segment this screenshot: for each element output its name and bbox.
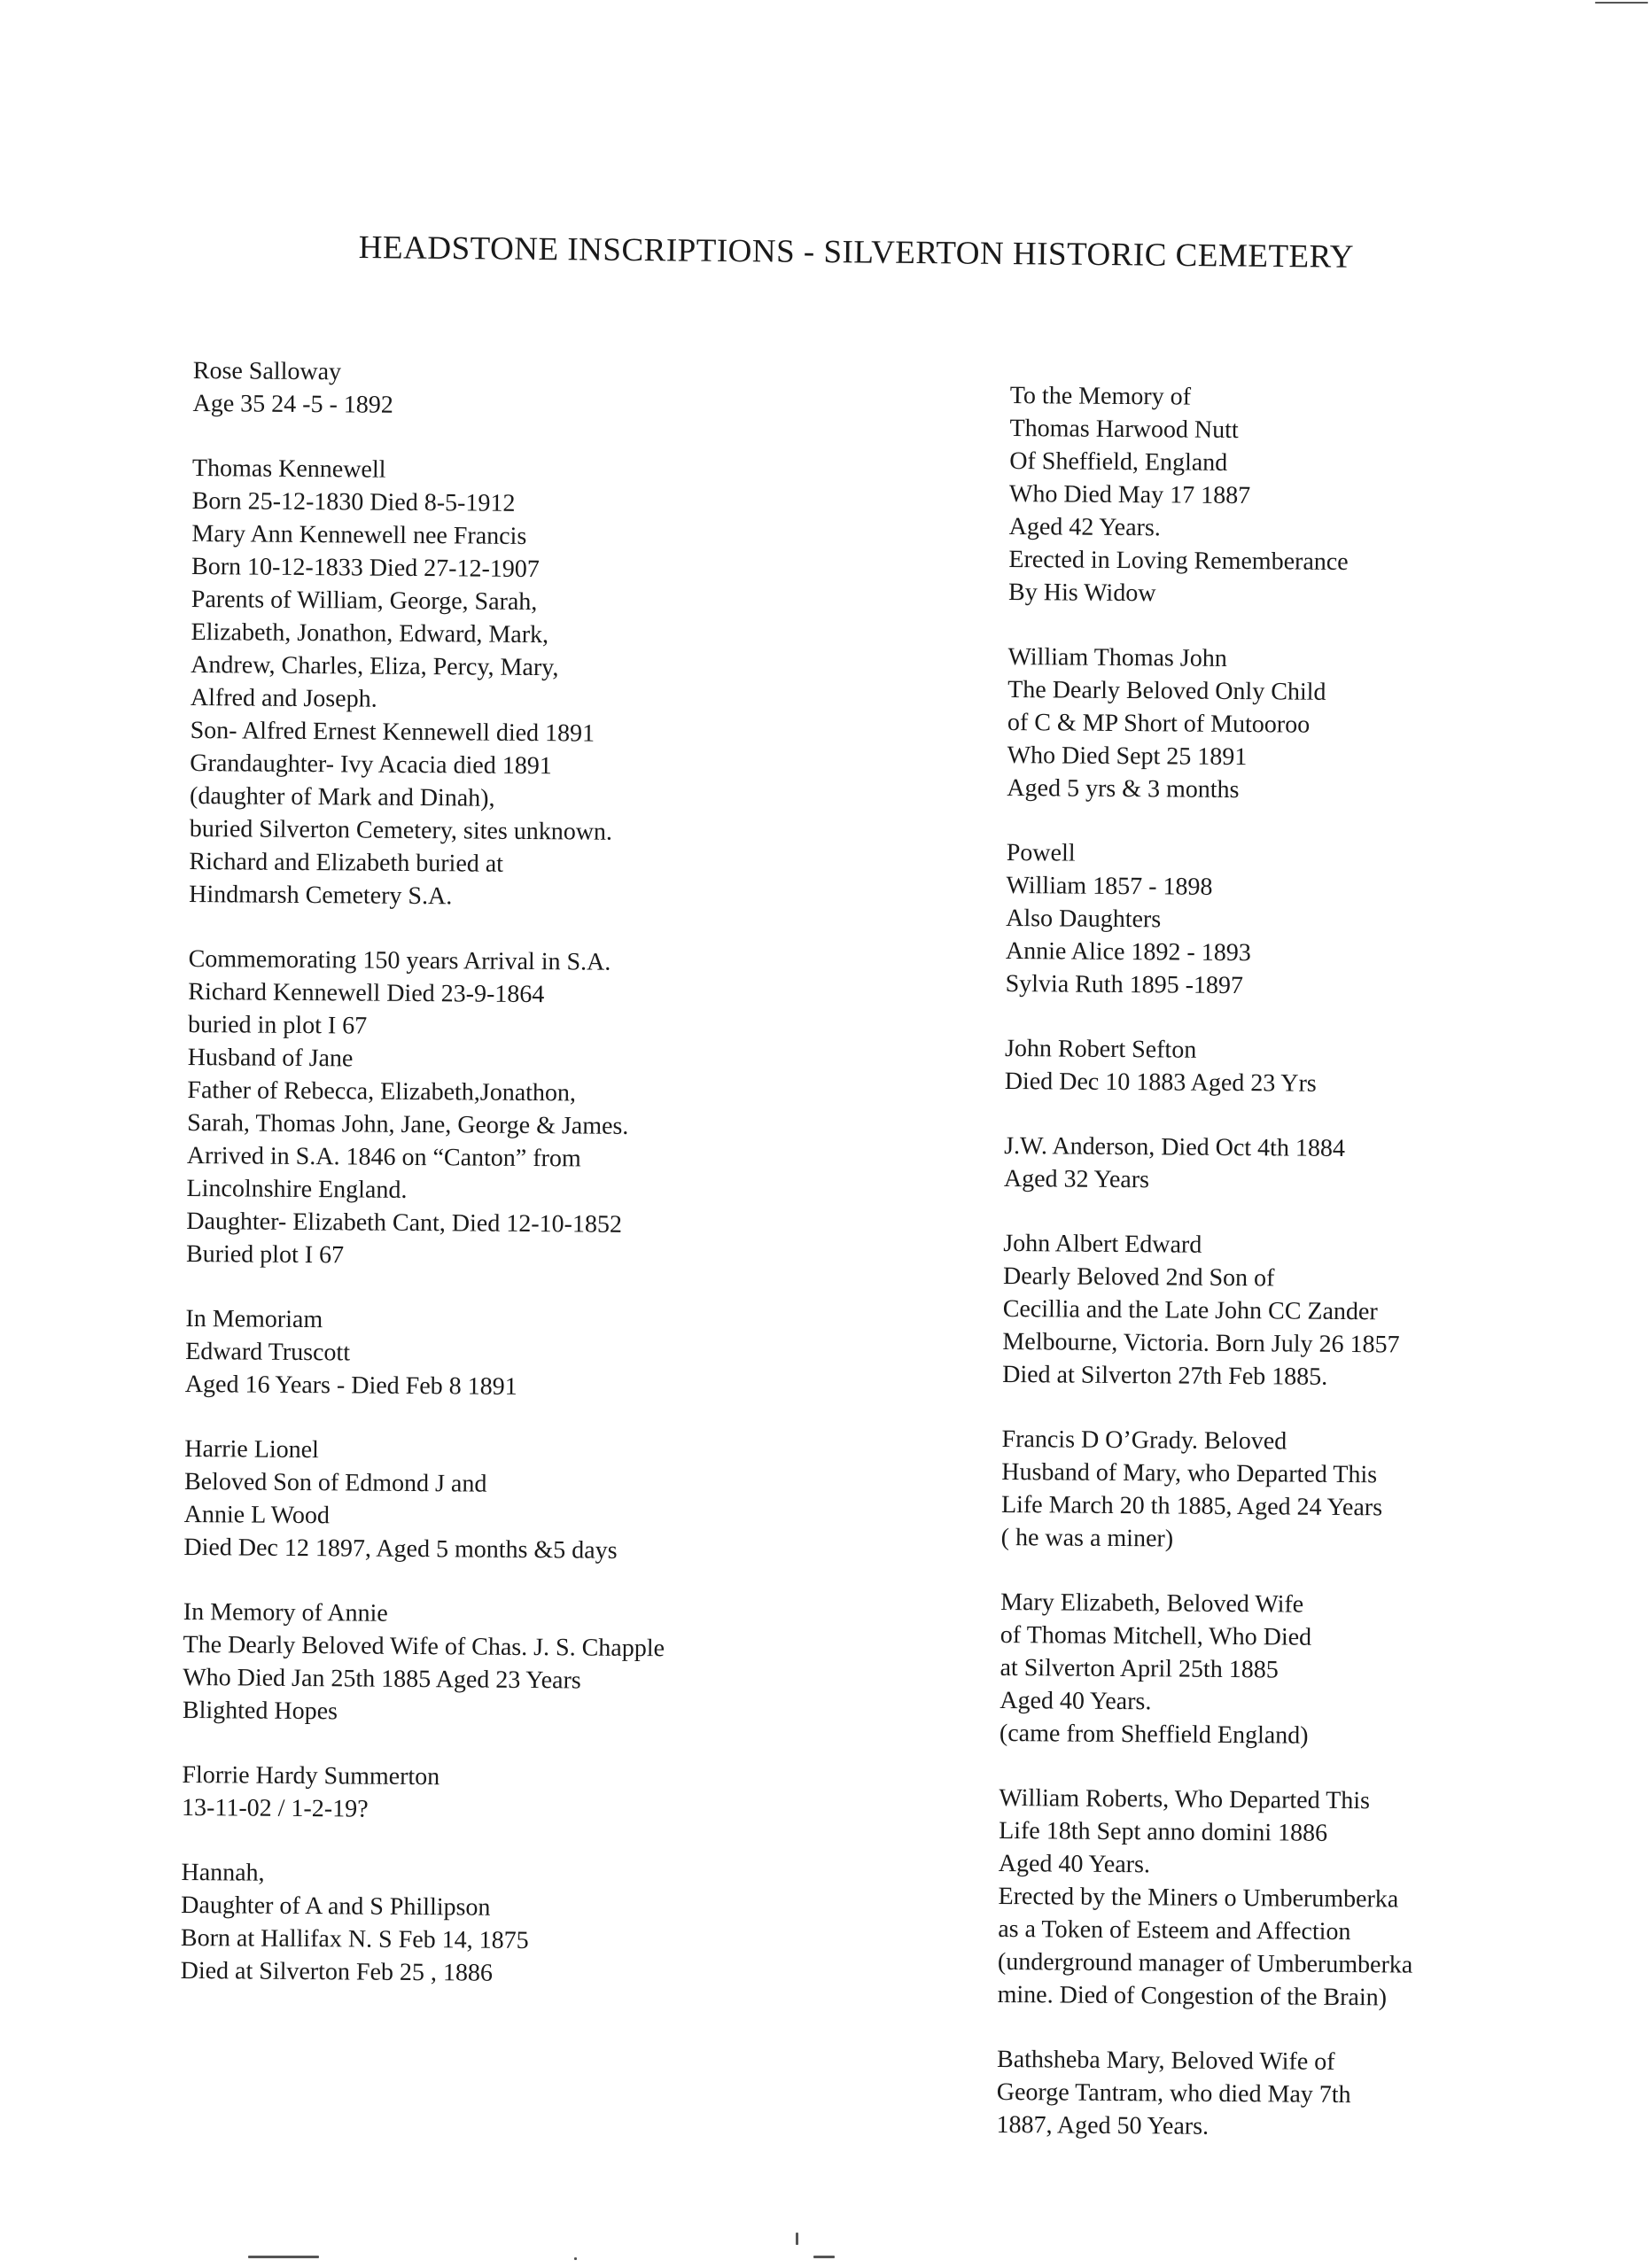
inscription-line: Thomas Harwood Nutt: [1009, 414, 1239, 445]
scan-artifact: [248, 2256, 319, 2258]
inscription-line: 13-11-02 / 1-2-19?: [181, 1793, 369, 1823]
inscription-line: Sylvia Ruth 1895 -1897: [1005, 969, 1244, 1000]
inscription-line: buried in plot I 67: [187, 1010, 368, 1040]
inscription-line: Blighted Hopes: [182, 1696, 338, 1726]
inscription-line: Aged 16 Years - Died Feb 8 1891: [184, 1370, 517, 1401]
inscription-line: Husband of Jane: [187, 1043, 354, 1073]
inscription-entry: [1001, 1423, 1569, 1558]
inscription-line: Richard and Elizabeth buried at: [189, 847, 504, 878]
inscription-line: Grandaughter- Ivy Acacia died 1891: [190, 749, 552, 781]
right-column: [996, 379, 1577, 2178]
inscription-line: Aged 5 yrs & 3 months: [1007, 773, 1240, 804]
inscription-line: Melbourne, Victoria. Born July 26 1857: [1002, 1327, 1400, 1359]
inscription-line: Father of Rebecca, Elizabeth,Jonathon,: [187, 1076, 577, 1107]
inscription-line: Francis D O’Grady. Beloved: [1001, 1425, 1287, 1456]
inscription-line: William Thomas John: [1007, 642, 1227, 672]
inscription-entry: [186, 943, 756, 1275]
inscription-line: Elizabeth, Jonathon, Edward, Mark,: [191, 617, 549, 649]
inscription-line: of C & MP Short of Mutooroo: [1007, 708, 1311, 739]
left-column: [180, 354, 760, 2023]
inscription-entry: [1005, 836, 1573, 1005]
inscription-line: In Memoriam: [185, 1304, 323, 1334]
inscription-line: Dearly Beloved 2nd Son of: [1002, 1262, 1275, 1293]
inscription-entry: [182, 1759, 750, 1829]
inscription-entry: [1000, 1586, 1567, 1754]
inscription-line: Erected by the Miners o Umberumberka: [998, 1882, 1399, 1914]
inscription-line: Aged 40 Years.: [1000, 1686, 1152, 1716]
inscription-line: J.W. Anderson, Died Oct 4th 1884: [1004, 1131, 1346, 1162]
inscription-entry: [1002, 1227, 1570, 1395]
inscription-line: Andrew, Charles, Eliza, Percy, Mary,: [191, 650, 559, 682]
inscription-line: mine. Died of Congestion of the Brain): [997, 1980, 1388, 2012]
inscription-line: Arrived in S.A. 1846 on “Canton” from: [186, 1141, 581, 1173]
page-title: HEADSTONE INSCRIPTIONS - SILVERTON HISTORIC CEMETERY: [358, 229, 1355, 276]
inscription-line: Commemorating 150 years Arrival in S.A.: [188, 944, 611, 976]
inscription-entry: [183, 1433, 751, 1568]
inscription-line: Aged 40 Years.: [998, 1849, 1151, 1879]
inscription-line: Hannah,: [181, 1858, 265, 1887]
inscription-line: Son- Alfred Ernest Kennewell died 1891: [190, 716, 595, 748]
inscription-line: Died at Silverton 27th Feb 1885.: [1002, 1360, 1328, 1391]
inscription-line: Aged 32 Years: [1003, 1164, 1150, 1194]
inscription-line: Also Daughters: [1006, 904, 1162, 934]
inscription-line: Bathsheba Mary, Beloved Wife of: [996, 2045, 1335, 2076]
inscription-line: The Dearly Beloved Only Child: [1007, 675, 1326, 706]
inscription-entry: [996, 2043, 1564, 2146]
inscription-line: Hindmarsh Cemetery S.A.: [189, 880, 453, 911]
inscription-line: 1887, Aged 50 Years.: [996, 2110, 1210, 2140]
inscription-line: Who Died Sept 25 1891: [1007, 741, 1248, 772]
inscription-line: Edward Truscott: [185, 1337, 351, 1367]
inscription-entry: [185, 1302, 753, 1405]
inscription-line: Parents of William, George, Sarah,: [191, 585, 538, 617]
inscription-entry: [192, 354, 760, 424]
inscription-line: Daughter- Elizabeth Cant, Died 12-10-1852: [186, 1207, 623, 1239]
inscription-line: Born 10-12-1833 Died 27-12-1907: [191, 552, 540, 584]
inscription-line: Aged 42 Years.: [1008, 512, 1161, 542]
inscription-entry: [189, 452, 759, 915]
inscription-line: Life March 20 th 1885, Aged 24 Years: [1000, 1490, 1383, 1522]
inscription-line: Mary Elizabeth, Beloved Wife: [1000, 1588, 1304, 1619]
inscription-line: Thomas Kennewell: [191, 454, 386, 484]
inscription-line: Age 35 24 -5 - 1892: [192, 389, 393, 419]
inscription-entry: [1005, 1032, 1573, 1102]
inscription-line: Life 18th Sept anno domini 1886: [999, 1816, 1328, 1847]
inscription-line: Erected in Loving Rememberance: [1008, 545, 1349, 577]
inscription-line: ( he was a miner): [1000, 1523, 1174, 1553]
inscription-line: John Albert Edward: [1003, 1229, 1202, 1259]
scan-artifact: [574, 2257, 577, 2260]
inscription-line: Who Died Jan 25th 1885 Aged 23 Years: [183, 1663, 581, 1695]
inscription-line: Died Dec 10 1883 Aged 23 Yrs: [1004, 1067, 1317, 1098]
inscription-line: Died Dec 12 1897, Aged 5 months &5 days: [183, 1533, 618, 1565]
inscription-line: Who Died May 17 1887: [1008, 479, 1251, 510]
inscription-line: Daughter of A and S Phillipson: [181, 1891, 491, 1922]
inscription-entry: [1008, 379, 1577, 613]
inscription-line: Rose Salloway: [192, 356, 342, 386]
inscription-entry: [181, 1856, 749, 1992]
inscription-line: as a Token of Esteem and Affection: [998, 1915, 1351, 1946]
inscription-line: Born at Hallifax N. S Feb 14, 1875: [180, 1923, 529, 1955]
inscription-line: Harrie Lionel: [184, 1434, 320, 1464]
inscription-line: Died at Silverton Feb 25 , 1886: [180, 1956, 494, 1987]
inscription-line: Of Sheffield, England: [1009, 447, 1228, 477]
scan-artifact: [1595, 2, 1648, 4]
inscription-line: at Silverton April 25th 1885: [1000, 1653, 1279, 1684]
inscription-line: Sarah, Thomas John, Jane, George & James.: [187, 1108, 629, 1140]
scan-artifact: [813, 2256, 835, 2258]
inscription-line: Cecillia and the Late John CC Zander: [1002, 1294, 1378, 1326]
inscription-entry: [998, 1782, 1567, 2016]
inscription-entry: [1004, 1130, 1572, 1200]
inscription-line: Richard Kennewell Died 23-9-1864: [188, 977, 545, 1009]
inscription-line: To the Memory of: [1009, 381, 1192, 411]
inscription-line: Lincolnshire England.: [186, 1174, 408, 1204]
inscription-line: (came from Sheffield England): [999, 1719, 1309, 1750]
inscription-line: Florrie Hardy Summerton: [182, 1760, 440, 1791]
inscription-line: Alfred and Joseph.: [190, 683, 377, 713]
inscription-line: (underground manager of Umberumberka: [997, 1947, 1413, 1979]
inscription-line: Beloved Son of Edmond J and: [183, 1467, 487, 1498]
inscription-entry: [1007, 641, 1575, 809]
inscription-line: George Tantram, who died May 7th: [996, 2078, 1351, 2109]
inscription-line: Annie Alice 1892 - 1893: [1005, 936, 1251, 967]
inscription-line: (daughter of Mark and Dinah),: [189, 781, 495, 812]
inscription-line: Powell: [1006, 838, 1076, 867]
inscription-line: Born 25-12-1830 Died 8-5-1912: [191, 486, 516, 517]
inscription-line: By His Widow: [1007, 578, 1156, 608]
inscription-line: William Roberts, Who Departed This: [999, 1783, 1371, 1815]
inscription-line: Buried plot I 67: [185, 1239, 345, 1270]
inscription-line: Husband of Mary, who Departed This: [1001, 1457, 1378, 1489]
inscription-line: of Thomas Mitchell, Who Died: [1000, 1620, 1312, 1651]
scan-artifact: [796, 2233, 798, 2245]
inscription-line: Mary Ann Kennewell nee Francis: [191, 519, 527, 550]
inscription-line: William 1857 - 1898: [1006, 871, 1213, 901]
inscription-line: John Robert Sefton: [1004, 1034, 1197, 1064]
inscription-line: Annie L Wood: [183, 1500, 331, 1530]
inscription-line: In Memory of Annie: [183, 1597, 388, 1627]
inscription-line: The Dearly Beloved Wife of Chas. J. S. Chapple: [183, 1630, 665, 1663]
inscription-entry: [183, 1596, 751, 1731]
inscription-line: buried Silverton Cemetery, sites unknown.: [189, 814, 613, 846]
